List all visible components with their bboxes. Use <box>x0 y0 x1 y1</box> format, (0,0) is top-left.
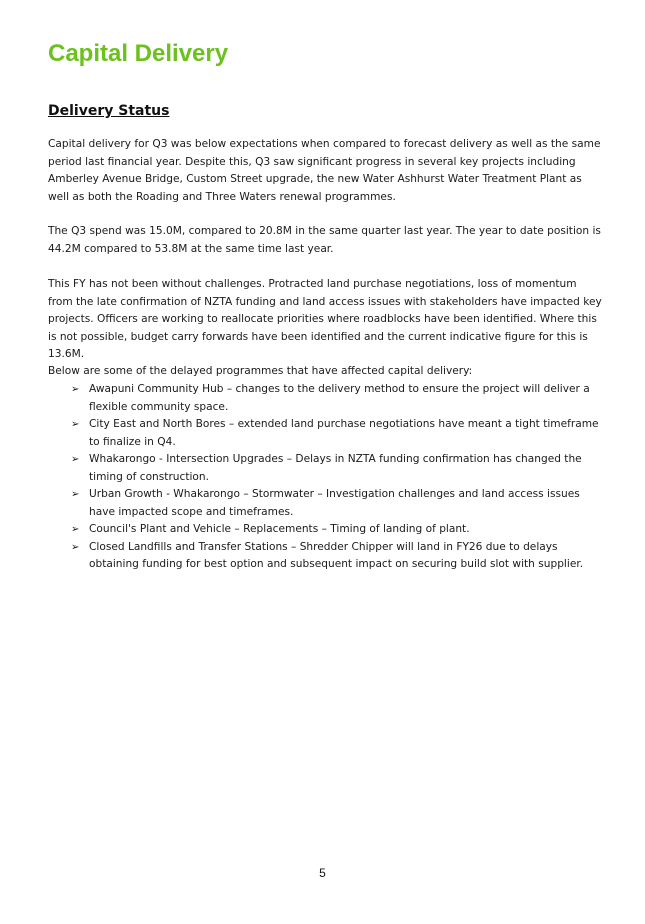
paragraph-challenges: This FY has not been without challenges. Protracted land purchase negotiations, loss of momentum from the late confirmation of NZTA funding and land access issues with stakeholders have impacted key projects. Officers are working to reallocate priorities where roadblocks have been identified. Where this is not possible, budget carry forwards have been identified and the current indicative figure for this is 13.6M. <box>48 278 602 360</box>
section-heading-delivery-status: Delivery Status <box>48 103 170 119</box>
delayed-programmes-list <box>48 381 604 574</box>
list-item-text: Closed Landfills and Transfer Stations – Shredder Chipper will land in FY26 due to delays obtaining funding for best option and subsequent impact on securing build slot with supplier. <box>89 540 584 570</box>
arrow-bullet-icon: ➢ <box>71 524 80 535</box>
list-item-text: Awapuni Community Hub – changes to the delivery method to ensure the project will deliver a flexible community space. <box>89 383 590 413</box>
arrow-bullet-icon: ➢ <box>71 489 80 500</box>
list-item <box>48 521 604 539</box>
arrow-bullet-icon: ➢ <box>71 454 80 465</box>
paragraph-delayed-intro: Below are some of the delayed programmes that have affected capital delivery: <box>48 365 473 377</box>
page-title: Capital Delivery <box>48 40 229 67</box>
arrow-bullet-icon: ➢ <box>71 419 80 430</box>
list-item <box>48 381 604 416</box>
arrow-bullet-icon: ➢ <box>71 384 80 395</box>
list-item-text: Whakarongo - Intersection Upgrades – Delays in NZTA funding confirmation has changed the timing of construction. <box>89 453 582 483</box>
list-item-text: Council's Plant and Vehicle – Replacements – Timing of landing of plant. <box>89 523 470 535</box>
paragraph-q3-summary: Capital delivery for Q3 was below expectations when compared to forecast delivery as well as the same period last financial year. Despite this, Q3 saw significant progress in several key projects including Amberley Avenue Bridge, Custom Street upgrade, the new Water Ashhurst Water Treatment Plant as well as both the Roading and Three Waters renewal programmes. <box>48 138 601 203</box>
list-item-text: Urban Growth - Whakarongo – Stormwater – Investigation challenges and land access issues have impacted scope and timeframes. <box>89 488 580 518</box>
page-number: 5 <box>319 866 326 880</box>
arrow-bullet-icon: ➢ <box>71 541 80 553</box>
list-item <box>48 486 604 521</box>
list-item <box>48 451 604 486</box>
list-item <box>48 416 604 451</box>
paragraph-q3-spend: The Q3 spend was 15.0M, compared to 20.8M in the same quarter last year. The year to date position is 44.2M compared to 53.8M at the same time last year. <box>48 225 601 255</box>
list-item-text: City East and North Bores – extended land purchase negotiations have meant a tight timeframe to finalize in Q4. <box>89 418 599 448</box>
list-item <box>48 539 604 574</box>
